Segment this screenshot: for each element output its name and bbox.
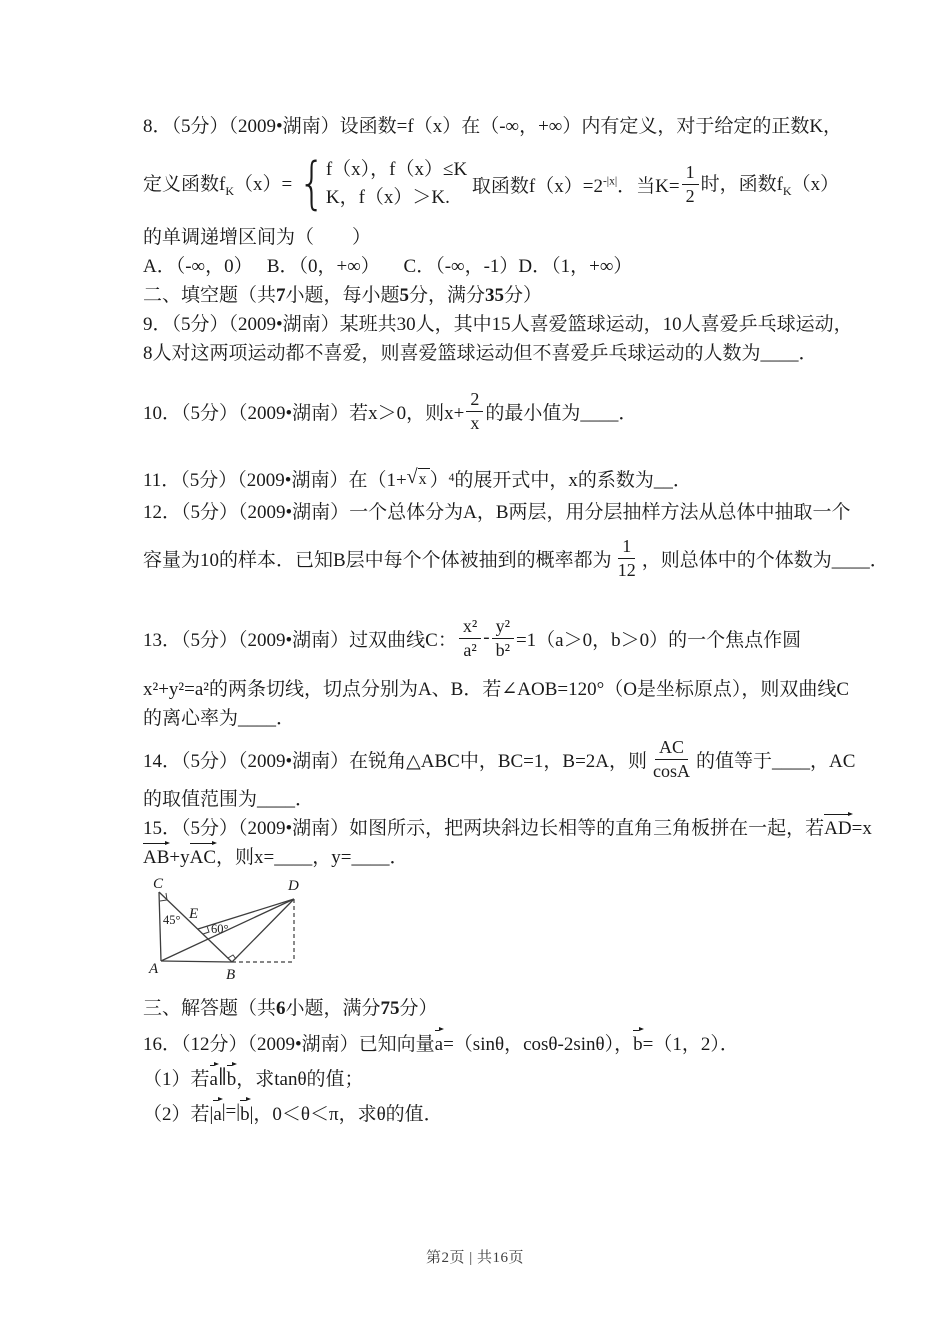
question-9-line-2: 8人对这两项运动都不喜爱，则喜爱篮球运动但不喜爱乒乓球运动的人数为____．: [143, 343, 818, 364]
q15-equals-x: =x: [851, 818, 872, 839]
q11-close-paren: ）: [429, 469, 449, 491]
question-12-line-1: 12．（5分）（2009•湖南）一个总体分为A，B两层，用分层抽样方法从总体中抽取一个: [143, 502, 851, 523]
q8-brace-symbol: {: [298, 151, 326, 216]
question-8-line-1: 8．（5分）（2009•湖南）设函数=f（x）在（-∞，+∞）内有定义，对于给定的正数K，: [143, 116, 843, 137]
question-12-line-2: [143, 529, 889, 587]
q16-item2-pre: （2）若|: [143, 1103, 214, 1125]
q13-text-pre: 13．（5分）（2009•湖南）过双曲线C：: [143, 629, 457, 651]
q16-text-post: =（1，2）．: [642, 1033, 739, 1055]
vector-a: a: [434, 1033, 444, 1055]
sec3-points-total: 75: [380, 998, 400, 1019]
figure-label-a: A: [149, 961, 159, 977]
q12-frac-numerator: 1: [618, 535, 635, 559]
q11-exponent: 4: [448, 472, 455, 484]
q14-frac-denominator: cosA: [653, 760, 691, 781]
q10-fraction: [466, 388, 483, 434]
q16-item2-post: |，0＜θ＜π，求θ的值．: [249, 1103, 443, 1125]
q16-item1-post: ，求tanθ的值；: [236, 1068, 364, 1090]
question-10: [143, 382, 863, 440]
question-14-line-2: 的取值范围为____．: [143, 789, 315, 810]
q15-text-pre: 15．（5分）（2009•湖南）如图所示，把两块斜边长相等的直角三角板拼在一起，若: [143, 818, 825, 839]
q8-tail-post: （x）: [791, 174, 840, 196]
q13-text-post: =1（a＞0，b＞0）的一个焦点作圆: [515, 629, 802, 651]
q8-piecewise-cases: [326, 156, 467, 213]
sec2-text3: 分，满分: [409, 285, 486, 306]
figure-label-e: E: [189, 906, 199, 922]
triangle-diagram: [147, 876, 317, 994]
segment-ab: [161, 961, 232, 962]
q11-radicand: x: [418, 468, 430, 489]
q12-text-pre: 容量为10的样本．已知B层中每个个体被抽到的概率都为: [143, 549, 612, 571]
q8-def-equals: （x）=: [234, 174, 293, 196]
q14-fraction: [649, 736, 694, 782]
sec3-text: 三、解答题（共: [143, 998, 277, 1019]
q13-frac2-numerator: y²: [492, 615, 514, 639]
sec2-points-each: 5: [399, 285, 410, 306]
figure-angle-45: 45°: [163, 913, 181, 927]
q10-text-pre: 10．（5分）（2009•湖南）若x＞0，则x+: [143, 402, 465, 424]
q10-text-post: 的最小值为____．: [485, 402, 638, 424]
q16-item2-vector-a: a: [213, 1103, 222, 1125]
figure-angle-60: 60°: [211, 922, 229, 936]
sec2-text2: 小题，每小题: [285, 285, 400, 306]
q8-def-subscript: K: [225, 183, 234, 198]
q13-minus-sign: -: [483, 627, 490, 648]
q15-text-post: ，则x=____，y=____．: [216, 847, 409, 868]
q13-fraction-2: [492, 615, 514, 661]
q11-text-pre: 11．（5分）（2009•湖南）在（1+: [143, 469, 407, 491]
q13-frac1-numerator: x²: [459, 615, 481, 639]
q10-frac-numerator: 2: [466, 388, 483, 412]
q8-tail-pre: 时，函数f: [700, 174, 783, 196]
section-3-header: [143, 994, 863, 1023]
q14-text-pre: 14．（5分）（2009•湖南）在锐角△ABC中，BC=1，B=2A，则: [143, 750, 648, 772]
q8-define-prefix: [143, 169, 292, 199]
q8-tail-text: [701, 169, 840, 199]
vector-ac: AC: [189, 847, 217, 868]
figure-label-b: B: [226, 967, 236, 983]
q8-mid-post: ．当K=: [617, 175, 680, 197]
page-content: [143, 112, 889, 1129]
sec3-count: 6: [276, 998, 286, 1019]
q16-item2-mid: |=|: [221, 1101, 241, 1122]
question-13-line-2: x²+y²=a²的两条切线，切点分别为A、B．若∠AOB=120°（O是坐标原点），则双曲线C: [143, 679, 850, 700]
q12-frac-denominator: 12: [617, 559, 636, 580]
segment-ca: [159, 892, 161, 961]
q8-exponent: -|x|: [602, 175, 618, 188]
q14-frac-numerator: AC: [655, 736, 688, 760]
sec3-text3: 分）: [399, 998, 438, 1019]
page-number-text: 第2页 | 共16页: [425, 1250, 524, 1266]
question-8-formula: [143, 145, 863, 223]
q11-radical-sign: √: [406, 466, 418, 489]
sec2-text: 二、填空题（共: [143, 285, 277, 306]
q14-text-post: 的值等于____，AC: [696, 750, 856, 772]
question-16-line-1: [143, 1025, 863, 1059]
question-11: [143, 458, 863, 498]
sec2-count: 7: [276, 285, 286, 306]
q13-frac1-denominator: a²: [463, 639, 477, 660]
vector-ab: AB: [143, 847, 170, 868]
question-8-options: A．（-∞，0） B．（0，+∞） C．（-∞，-1）D．（1，+∞）: [143, 256, 633, 277]
sec2-text4: 分）: [504, 285, 543, 306]
q16-parallel-symbol: ∥: [217, 1066, 227, 1088]
q12-text-post: ，则总体中的个体数为____．: [641, 549, 889, 571]
page-footer: [0, 1246, 950, 1267]
q8-fraction-one-half: [682, 161, 699, 207]
q8-mid-pre: 取函数f（x）=2: [467, 175, 603, 197]
q15-plus-y: +y: [169, 847, 190, 868]
q8-case-top: f（x），f（x）≤K: [325, 158, 468, 180]
q8-def-text: 定义函数f: [143, 174, 226, 196]
figure-label-d: D: [288, 878, 299, 894]
q8-mid-text: [467, 171, 679, 198]
question-15-line-1: [143, 814, 872, 843]
q16-item1-vector-b: b: [226, 1068, 237, 1090]
figure-label-c: C: [153, 876, 164, 892]
section-2-header: [143, 281, 863, 310]
q8-tail-subscript: K: [782, 183, 792, 198]
q13-fraction-1: [459, 615, 481, 661]
q16-item2-vector-b: b: [240, 1103, 250, 1125]
vector-b: b: [633, 1033, 643, 1055]
q11-radical: [407, 466, 430, 489]
q8-case-bottom: K，f（x）＞K.: [325, 187, 450, 208]
question-8-line-2: 的单调递增区间为（ ）: [143, 227, 372, 248]
q16-item1-vector-a: a: [209, 1068, 218, 1090]
question-16-item-1: [143, 1061, 863, 1093]
q8-frac-denominator: 2: [685, 185, 695, 206]
question-13-line-3: 的离心率为____．: [143, 708, 296, 729]
question-14-line-1: [143, 733, 863, 785]
question-15-line-2: [143, 843, 863, 872]
question-13-line-1: [143, 601, 863, 675]
q16-text-mid: =（sinθ，cosθ-2sinθ），: [443, 1033, 634, 1055]
question-9-line-1: 9．（5分）（2009•湖南）某班共30人，其中15人喜爱篮球运动，10人喜爱乒乓球运动，: [143, 314, 853, 335]
question-16-item-2: [143, 1095, 863, 1129]
sec3-text2: 小题，满分: [285, 998, 381, 1019]
q16-item1-pre: （1）若: [143, 1068, 210, 1090]
q12-fraction: [614, 535, 640, 581]
q8-frac-numerator: 1: [682, 161, 699, 185]
q16-text-pre: 16．（12分）（2009•湖南）已知向量: [143, 1033, 435, 1055]
q10-frac-denominator: x: [470, 412, 480, 433]
sec2-points-total: 35: [485, 285, 505, 306]
question-15-figure: [147, 876, 317, 994]
vector-ad: AD: [824, 818, 852, 839]
q13-frac2-denominator: b²: [495, 639, 510, 660]
q11-text-post: 的展开式中，x的系数为__．: [454, 469, 692, 491]
